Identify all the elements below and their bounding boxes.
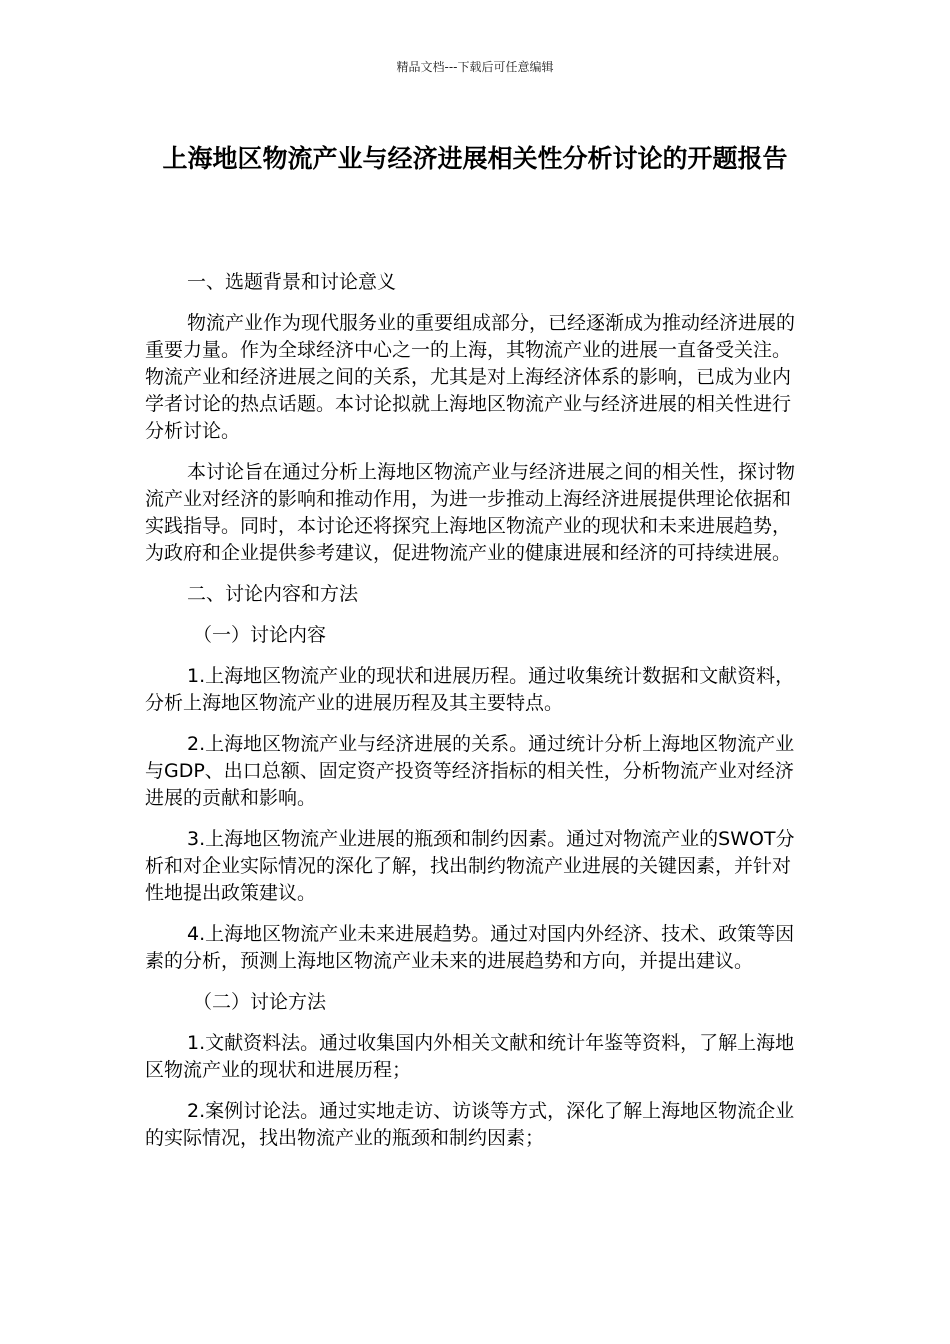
list-item: 3.上海地区物流产业进展的瓶颈和制约因素。通过对物流产业的SWOT分析和对企业实际情况的深化了解，找出制约物流产业进展的关键因素，并针对性地提出政策建议。	[145, 828, 795, 904]
paragraph: 本讨论旨在通过分析上海地区物流产业与经济进展之间的相关性，探讨物流产业对经济的影响和推动作用，为进一步推动上海经济进展提供理论依据和实践指导。同时，本讨论还将探究上海地区物流产业的现状和未来进展趋势，为政府和企业提供参考建议，促进物流产业的健康进展和经济的可持续进展。	[145, 461, 796, 564]
document-body	[145, 269, 805, 1166]
subsection-heading-content: （一）讨论内容	[193, 624, 327, 646]
section-heading-1: 一、选题背景和讨论意义	[187, 271, 397, 293]
header-note: 精品文档---下载后可任意编辑	[396, 60, 554, 74]
paragraph: 物流产业作为现代服务业的重要组成部分，已经逐渐成为推动经济进展的重要力量。作为全球经济中心之一的上海，其物流产业的进展一直备受关注。物流产业和经济进展之间的关系，尤其是对上海经济体系的影响，已成为业内学者讨论的热点话题。本讨论拟就上海地区物流产业与经济进展的相关性进行分析讨论。	[145, 312, 796, 442]
list-item: 2.上海地区物流产业与经济进展的关系。通过统计分析上海地区物流产业与GDP、出口总额、固定资产投资等经济指标的相关性，分析物流产业对经济进展的贡献和影响。	[145, 733, 795, 809]
list-item: 1.上海地区物流产业的现状和进展历程。通过收集统计数据和文献资料，分析上海地区物流产业的进展历程及其主要特点。	[145, 665, 795, 714]
subsection-heading-methods: （二）讨论方法	[193, 991, 327, 1013]
section-heading-2: 二、讨论内容和方法	[187, 583, 359, 605]
list-item: 2.案例讨论法。通过实地走访、访谈等方式，深化了解上海地区物流企业的实际情况，找出物流产业的瓶颈和制约因素；	[145, 1100, 795, 1149]
document-title: 上海地区物流产业与经济进展相关性分析讨论的开题报告	[162, 144, 788, 173]
list-item: 1.文献资料法。通过收集国内外相关文献和统计年鉴等资料，了解上海地区物流产业的现状和进展历程；	[145, 1032, 795, 1081]
list-item: 4.上海地区物流产业未来进展趋势。通过对国内外经济、技术、政策等因素的分析，预测上海地区物流产业未来的进展趋势和方向，并提出建议。	[145, 923, 795, 972]
